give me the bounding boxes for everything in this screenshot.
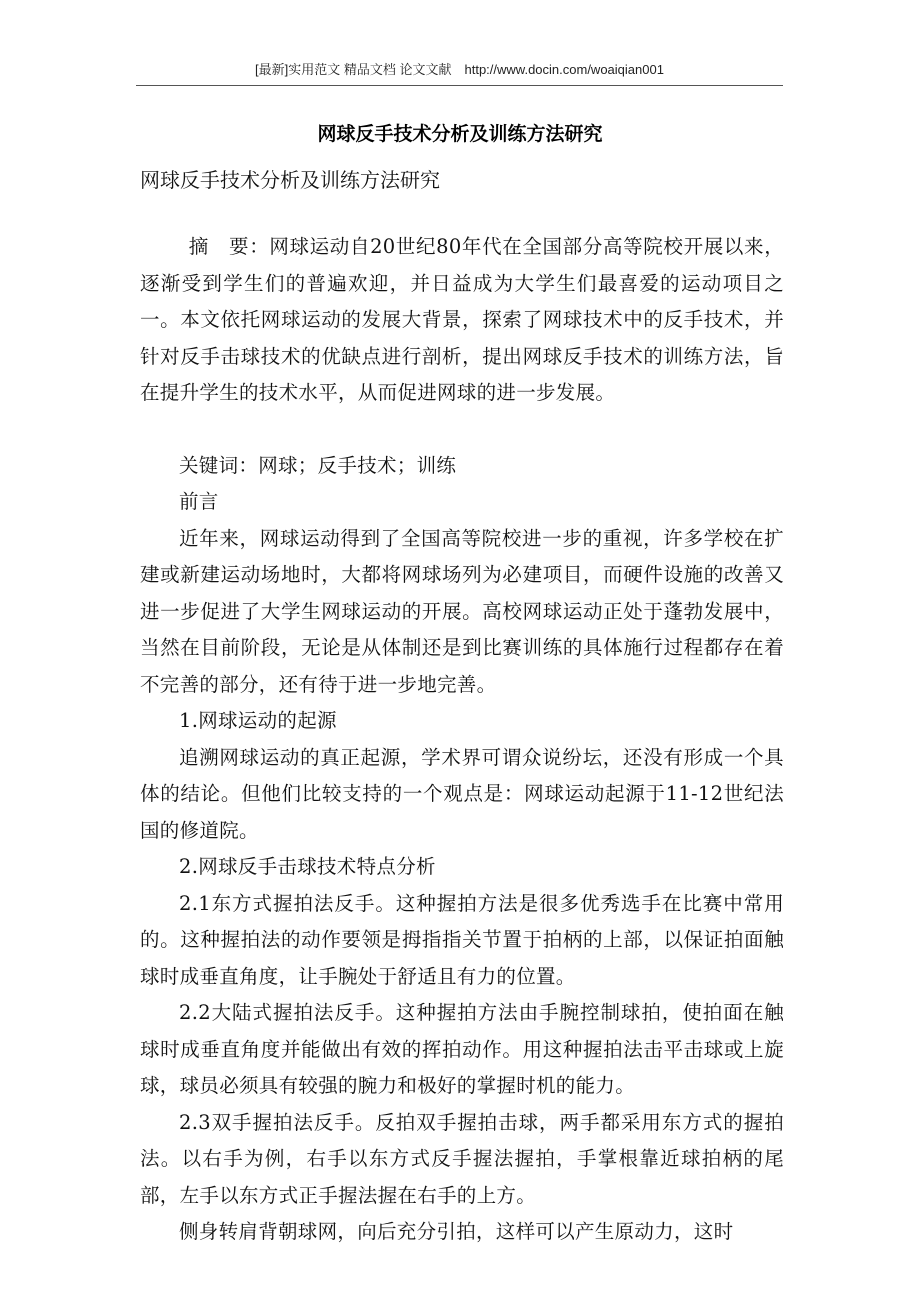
- document-subtitle: 网球反手技术分析及训练方法研究: [140, 168, 440, 192]
- body-paragraph: 追溯网球运动的真正起源，学术界可谓众说纷坛，还没有形成一个具体的结论。但他们比较支持的一个观点是：网球运动起源于11-12世纪法国的修道院。: [140, 745, 784, 842]
- section-heading-preface: 前言: [179, 490, 219, 513]
- body-paragraph: 2.3双手握拍法反手。反拍双手握拍击球，两手都采用东方式的握拍法。以右手为例，右手以东方式反手握法握拍，手掌根靠近球拍柄的尾部，左手以东方式正手握法握在右手的上方。: [140, 1110, 784, 1207]
- document-title: 网球反手技术分析及训练方法研究: [317, 123, 603, 145]
- header-divider: [136, 85, 783, 86]
- section-heading-1: 1.网球运动的起源: [179, 709, 337, 732]
- abstract-paragraph: 摘 要：网球运动自20世纪80年代在全国部分高等院校开展以来，逐渐受到学生们的普遍欢迎，并日益成为大学生们最喜爱的运动项目之一。本文依托网球运动的发展大背景，探索了网球技术中的反手技术，并针对反手击球技术的优缺点进行剖析，提出网球反手技术的训练方法，旨在提升学生的技术水平，从而促进网球的进一步发展。: [140, 235, 784, 404]
- document-body: [140, 229, 784, 1251]
- body-paragraph: 侧身转肩背朝球网，向后充分引拍，这样可以产生原动力，这时: [179, 1220, 734, 1243]
- body-paragraph: 2.2大陆式握拍法反手。这种握拍方法由手腕控制球拍，使拍面在触球时成垂直角度并能做出有效的挥拍动作。用这种握拍法击平击球或上旋球，球员必须具有较强的腕力和极好的掌握时机的能力。: [140, 1001, 784, 1097]
- body-paragraph: 2.1东方式握拍法反手。这种握拍方法是很多优秀选手在比赛中常用的。这种握拍法的动作要领是拇指指关节置于拍柄的上部，以保证拍面触球时成垂直角度，让手腕处于舒适且有力的位置。: [140, 891, 784, 988]
- page-header: [最新]实用范文 精品文档 论文文献 http://www.docin.com/woaiqian001: [255, 62, 664, 77]
- body-paragraph: 近年来，网球运动得到了全国高等院校进一步的重视，许多学校在扩建或新建运动场地时，大都将网球场列为必建项目，而硬件设施的改善又进一步促进了大学生网球运动的开展。高校网球运动正处于蓬勃发展中，当然在目前阶段，无论是从体制还是到比赛训练的具体施行过程都存在着不完善的部分，还有待于进一步地完善。: [140, 526, 784, 696]
- keywords-line: 关键词：网球；反手技术；训练: [179, 453, 457, 477]
- section-heading-2: 2.网球反手击球技术特点分析: [179, 855, 436, 878]
